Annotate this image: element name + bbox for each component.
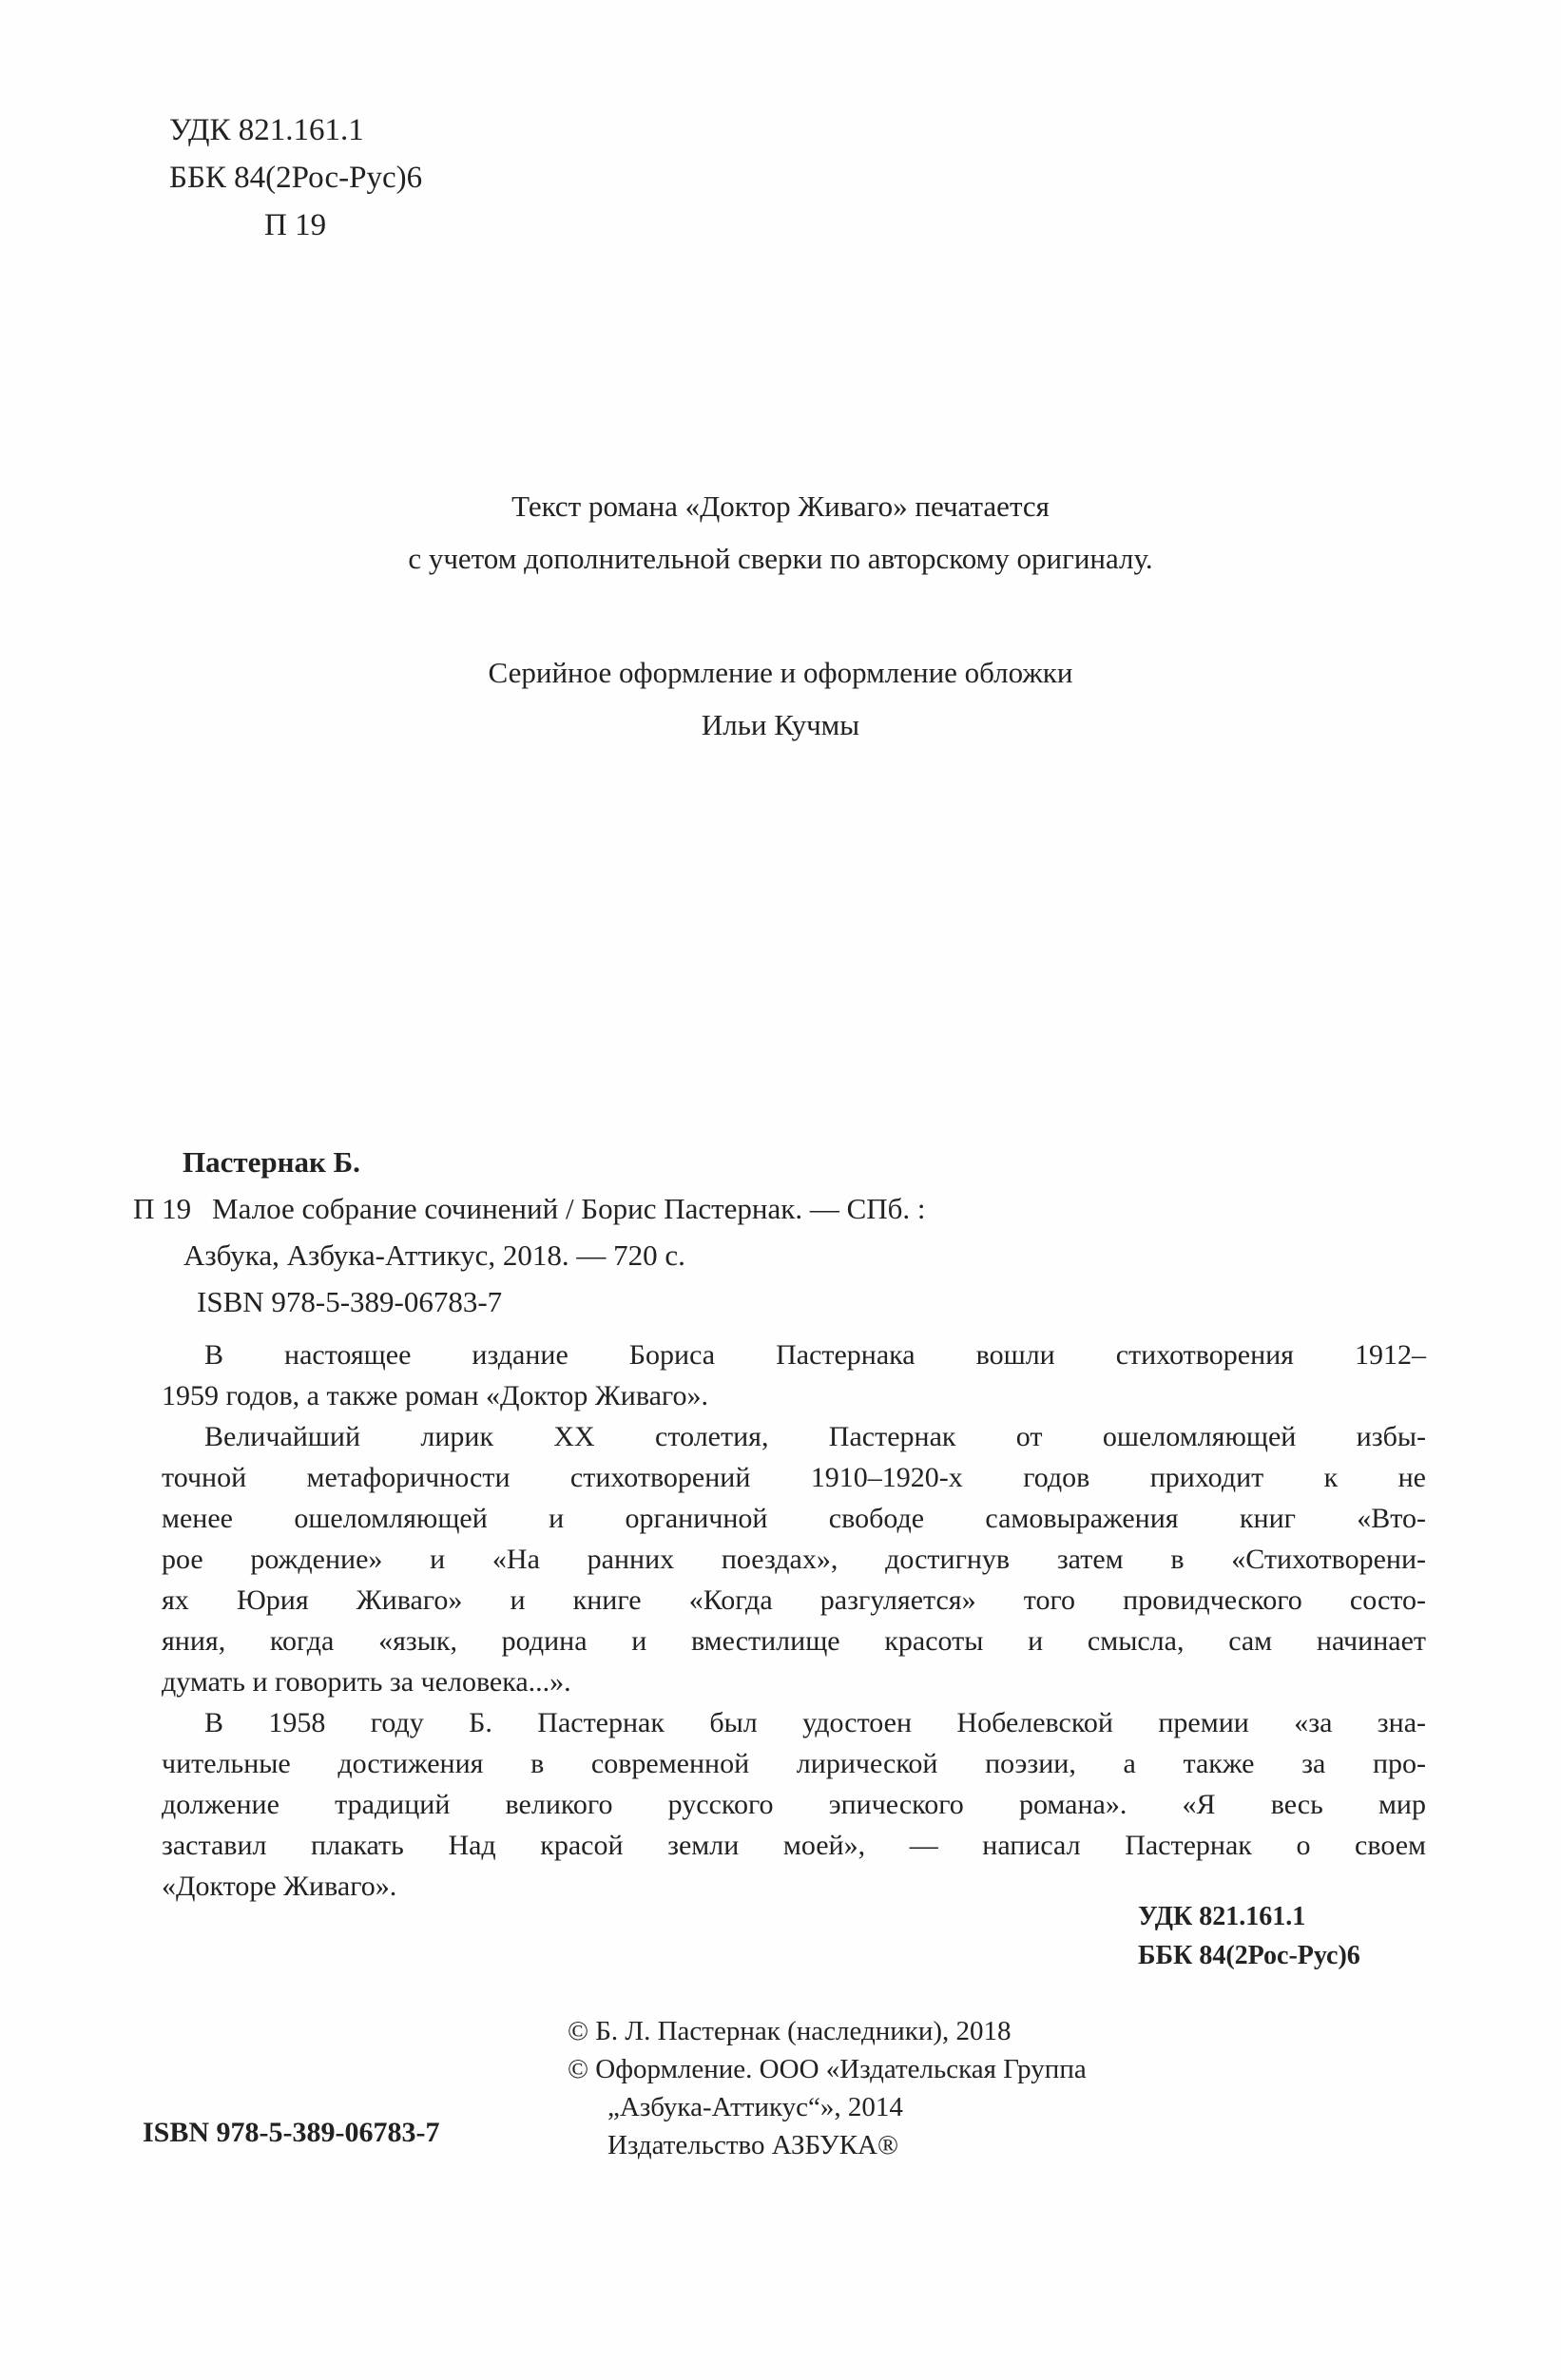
catalog-imprint: Азбука, Азбука-Аттикус, 2018. — 720 с. [183, 1238, 685, 1272]
copyright-line: „Азбука-Аттикус“», 2014 [607, 2092, 903, 2122]
design-credit-line2: Ильи Кучмы [701, 708, 860, 741]
annotation-line: В 1958 году Б. Пастернак был удостоен Нобелевской премии «за зна- [204, 1707, 1426, 1738]
catalog-title-line [133, 1185, 1464, 1232]
author-sign: П 19 [264, 208, 327, 242]
udk-code: УДК 821.161.1 [169, 113, 364, 147]
classification-block-top [169, 106, 422, 249]
copyright-line: © Оформление. ООО «Издательская Группа [568, 2054, 1087, 2084]
annotation-line: должение традиций великого русского эпического романа». «Я весь мир [162, 1789, 1426, 1820]
catalog-isbn: ISBN 978-5-389-06783-7 [197, 1285, 503, 1318]
annotation-line: В настоящее издание Бориса Пастернака вошли стихотворения 1912– [204, 1339, 1426, 1371]
edition-note [0, 480, 1561, 585]
isbn-footer: ISBN 978-5-389-06783-7 [143, 2117, 440, 2148]
catalog-author: Пастернак Б. [183, 1145, 360, 1179]
bbk-code-bottom: ББК 84(2Рос-Рус)6 [1138, 1941, 1360, 1970]
annotation-line: рое рождение» и «На ранних поездах», достигнув затем в «Стихотворени- [162, 1544, 1426, 1575]
catalog-card [133, 1139, 1464, 1325]
copyright-line: © Б. Л. Пастернак (наследники), 2018 [568, 2016, 1012, 2046]
annotation-line: чительные достижения в современной лирической поэзии, а также за про- [162, 1748, 1426, 1779]
annotation-line: яния, когда «язык, родина и вместилище красоты и смысла, сам начинает [162, 1625, 1426, 1657]
annotation-line: Величайший лирик XX столетия, Пастернак от ошеломляющей избы- [204, 1421, 1426, 1452]
annotation-line: менее ошеломляющей и органичной свободе самовыражения книг «Вто- [162, 1503, 1426, 1534]
udk-code-bottom: УДК 821.161.1 [1138, 1902, 1306, 1931]
design-credit [0, 646, 1561, 751]
edition-note-line1: Текст романа «Доктор Живаго» печатается [511, 489, 1050, 523]
annotation-line: 1959 годов, а также роман «Доктор Живаго». [162, 1380, 708, 1411]
bbk-code: ББК 84(2Рос-Рус)6 [169, 161, 423, 195]
catalog-author-sign: П 19 [133, 1192, 192, 1225]
annotation-line: «Докторе Живаго». [162, 1871, 397, 1902]
catalog-title: Малое собрание сочинений / Борис Пастернак. — СПб. : [212, 1192, 926, 1225]
annotation-line: заставил плакать Над красой земли моей», — написал Пастернак о своем [162, 1830, 1426, 1861]
annotation-line: ях Юрия Живаго» и книге «Когда разгуляется» того провидческого состо- [162, 1584, 1426, 1616]
annotation [162, 1334, 1426, 1907]
classification-block-bottom [1138, 1897, 1360, 1975]
annotation-line: думать и говорить за человека...». [162, 1666, 571, 1698]
design-credit-line1: Серийное оформление и оформление обложки [488, 656, 1073, 689]
publisher-line: Издательство АЗБУКА® [607, 2130, 899, 2160]
edition-note-line2: с учетом дополнительной сверки по авторскому оригиналу. [408, 542, 1153, 575]
copyright-block [568, 2012, 1087, 2164]
annotation-line: точной метафоричности стихотворений 1910–1920-х годов приходит к не [162, 1462, 1426, 1493]
